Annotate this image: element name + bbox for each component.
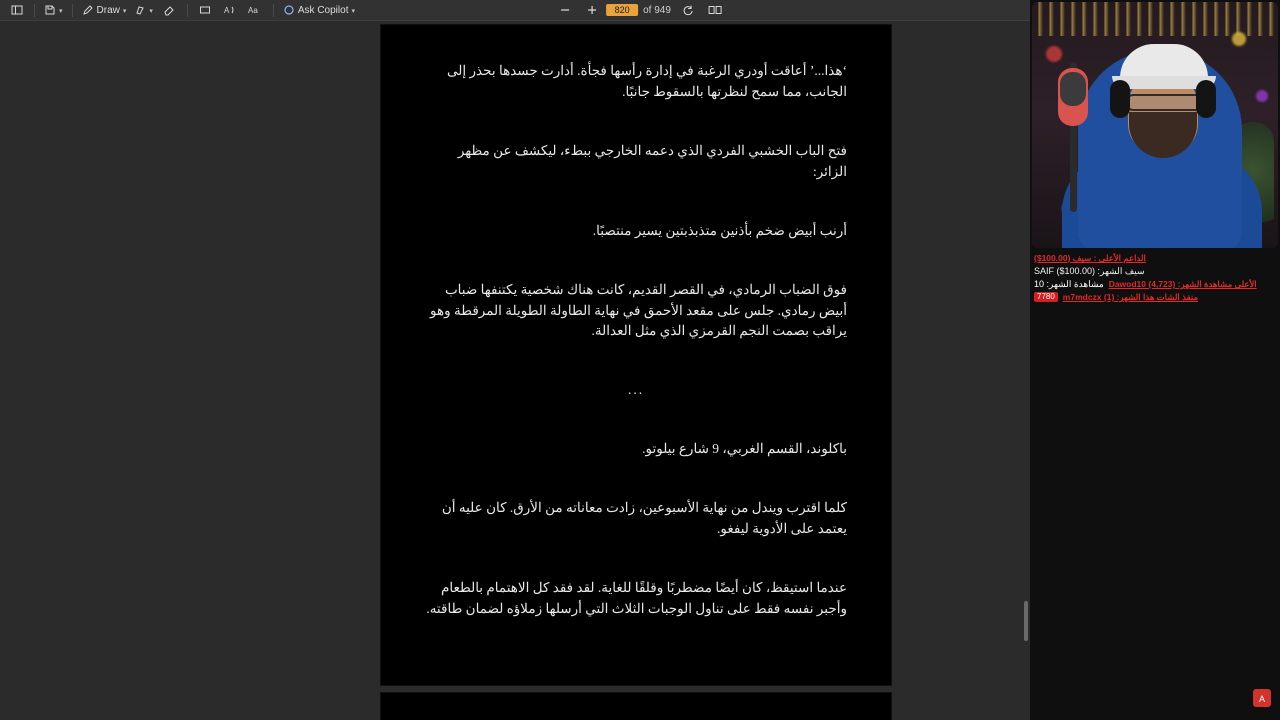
svg-text:Aa: Aa — [247, 6, 258, 15]
sidebar-toggle-button[interactable] — [4, 2, 29, 19]
chevron-down-icon: ▾ — [122, 8, 127, 15]
stream-side-panel — [1030, 0, 1280, 720]
paragraph: كلما اقترب ويندل من نهاية الأسبوعين، زادت معاناته من الأرق. كان عليه أن يعتمد على الأدوية ليفغو. — [441, 500, 847, 537]
toolbar-separator — [34, 4, 35, 17]
acrobat-icon[interactable] — [1252, 688, 1272, 708]
erase-button[interactable] — [157, 2, 182, 19]
alert-row — [1030, 291, 1280, 304]
chevron-down-icon: ▾ — [351, 8, 355, 15]
paragraph: فوق الضباب الرمادي، في القصر القديم، كانت هناك شخصية يكتنفها ضباب أبيض رمادي. جلس على مقعد الأحمق في نهاية الطاولة الطويلة المرقطة وهو يراقب بصمت النجم القرمزي الذي مثل العدالة. — [430, 281, 847, 339]
svg-text:A: A — [223, 6, 230, 15]
toolbar-separator — [187, 4, 188, 17]
rotate-button[interactable] — [676, 2, 701, 19]
stream-alerts-list — [1030, 252, 1280, 304]
rotate-icon — [682, 4, 694, 16]
document-scrollbar[interactable] — [1021, 21, 1030, 720]
bokeh-light — [1046, 46, 1062, 62]
pdf-page-current — [381, 25, 891, 685]
page-text-content — [381, 25, 891, 620]
zoom-out-button[interactable] — [552, 2, 577, 19]
alert-label: سيف الشهر: SAIF ($100.00) — [1034, 265, 1145, 276]
alert-value: مشاهدة الشهر: 10 — [1034, 278, 1104, 289]
pen-icon — [82, 4, 94, 16]
alert-highlight: الداعم الأعلى : سيف (100.00$) — [1034, 253, 1146, 263]
layout-icon — [708, 4, 722, 16]
page-count-label: of 949 — [643, 4, 671, 16]
alert-row — [1030, 265, 1280, 278]
paragraph: ‘هذا...’ أعاقت أودري الرغبة في إدارة رأسها فجأة. أدارت جسدها بحذر إلى الجانب، مما سمح لنظرتها بالسقوط جانبًا. — [447, 63, 847, 99]
pdf-document-viewport[interactable] — [0, 21, 1030, 720]
headphone-right-icon — [1196, 80, 1216, 118]
paragraph: باكلوند، القسم الغربي، 9 شارع بيلوتو. — [642, 441, 847, 457]
chevron-down-icon: ▾ — [59, 8, 63, 15]
streamer-glasses — [1126, 94, 1206, 111]
paragraph: عندما استيقظ، كان أيضًا مضطربًا وقلقًا للغاية. لقد فقد كل الاهتمام بالطعام وأجبر نفسه فقط على تناول الوجبات الثلاث التي أرسلها زملاؤه لضمان طاقته. — [426, 580, 847, 616]
highlighter-icon — [134, 4, 146, 16]
page-navigation-group — [552, 2, 728, 19]
ask-copilot-button[interactable] — [279, 2, 359, 19]
toolbar-separator — [273, 4, 274, 17]
svg-text:A: A — [1258, 694, 1266, 704]
chevron-down-icon: ▾ — [149, 8, 153, 15]
save-icon — [44, 4, 56, 16]
sidebar-icon — [11, 4, 23, 16]
add-text-button[interactable] — [193, 2, 218, 19]
save-button[interactable] — [40, 2, 67, 19]
alert-highlight: الأعلى مشاهدة الشهر: Dawod10 (4,723) — [1108, 279, 1257, 290]
paragraph: أرنب أبيض ضخم بأذنين متذبذبتين يسير منتصبًا. — [592, 222, 847, 238]
headphone-left-icon — [1110, 80, 1130, 118]
copilot-icon — [283, 4, 295, 16]
alert-highlight: منفذ الشات هذا الشهر: m7mdczx (1) — [1062, 292, 1199, 303]
page-layout-button[interactable] — [703, 2, 728, 19]
read-aloud-icon — [224, 4, 237, 16]
section-separator: ... — [627, 382, 645, 398]
read-aloud-button[interactable] — [218, 2, 243, 19]
toolbar-separator — [72, 4, 73, 17]
zoom-in-icon — [586, 4, 598, 16]
paragraph: فتح الباب الخشبي الفردي الذي دعمه الخارجي ببطء، ليكشف عن مظهر الزائر: — [457, 142, 847, 179]
webcam-feed — [1032, 2, 1278, 248]
alert-badge: 7780 — [1034, 292, 1058, 302]
page-number-input[interactable]: 820 — [606, 4, 638, 16]
eraser-icon — [163, 4, 175, 16]
decoration-lights — [1032, 2, 1278, 36]
pdf-page-next — [381, 693, 891, 720]
microphone-grill — [1060, 72, 1086, 106]
bokeh-light — [1256, 90, 1268, 102]
alert-row — [1030, 278, 1280, 291]
scrollbar-thumb[interactable] — [1024, 601, 1028, 641]
draw-button[interactable] — [78, 2, 131, 19]
draw-label: Draw — [96, 4, 120, 16]
textbox-icon — [199, 4, 211, 16]
zoom-out-icon — [559, 4, 571, 16]
copilot-label: Ask Copilot — [297, 4, 349, 16]
alert-row — [1030, 252, 1280, 265]
bokeh-light — [1232, 32, 1246, 46]
text-style-icon — [248, 4, 263, 16]
zoom-in-button[interactable] — [579, 2, 604, 19]
highlight-button[interactable] — [130, 2, 157, 19]
text-style-button[interactable] — [243, 2, 268, 19]
